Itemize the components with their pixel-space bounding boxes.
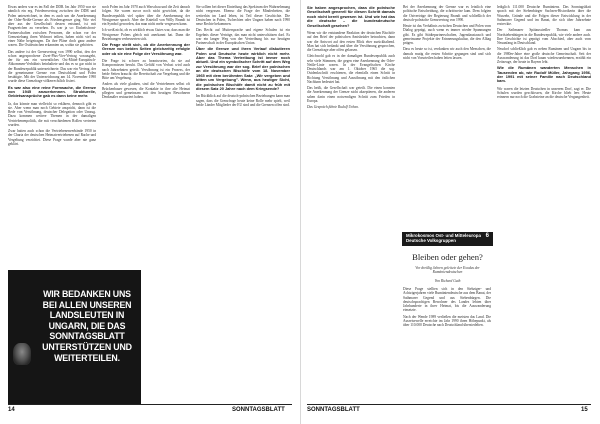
right-column-3: [497, 5, 591, 102]
paragraph: Diese Frage stellten sich in den Siebziger- und Achtzigerjahren viele Rumäniendeutsche aus dem Banat, der Sathmarer Gegend und aus Siebenbürgen. Die deutschsprachigen Bewohner des Landes lebten über Jahrhunderte in ihrer Heimat, bis die Auswanderung einsetzte.: [403, 287, 491, 313]
paragraph: noch Polen im Jahr 1970 auch Warschau und die Zeit danach folgen. Sie waren zuvor noch nicht gewichtet, da die Bundesrepublik viel später über die Anerkennung der Westgrenze sprach. Aber der Kniefall von Willy Brandt ist ein Symbol geworden, das man nicht mehr vergessen kann.: [102, 5, 190, 26]
interview-question: Sie haben angesprochen, dass die polnische Gesellschaft generell für diesen Schritt damals noch nicht bereit gewesen ist. Und wie hat das die deutsche – die bundesdeutsche Gesellschaft gesehen?: [307, 5, 395, 28]
paragraph: Der Sathmarer Spätaussiedler Thomas kam aus Nordsiebenbürgen in die Bundesrepublik, wie viele andere auch. Ihre Geschichte ist geprägt vom Abschied, aber auch vom Neuanfang in Deutschland.: [497, 28, 591, 45]
paragraph: Gleichwohl gab es in der damaligen Bundesrepublik auch sehr viele Stimmen, die gegen eine Anerkennung der Oder-Neiße-Linie waren. In der Evangelischen Kirche Deutschlands war am 1. Oktober 1965 die sog. Ostdenkschrift erschienen, die ebenfalls einen Schritt in Richtung Versöhnung und Aussöhnung mit den östlichen Nachbarn bedeutet hat.: [307, 54, 395, 84]
paragraph: Wir waren die letzten Deutschen in unserem Dorf, sagt er. Die Schulen wurden geschlossen, die Kirche blieb leer. Heute erinnern nur noch die Grabsteine an die deutsche Vergangenheit.: [497, 86, 591, 100]
paragraph: Heute ist das Verhältnis zwischen Deutschen und Polen vom Dialog geprägt, auch wenn es immer wieder Spannungen gibt. Es gibt Städtepartnerschaften, Jugendaustausch und gemeinsame Projekte der Erinnerungskultur, die den Alltag prägen.: [403, 24, 491, 45]
highlighted-quote: Wie die Rumänen wanderten Menschen in Tausenden ab, wie Rudolf Müller, Jahrgang 1956, der 1991 mit seiner Familie nach Deutschland kam.: [497, 65, 591, 84]
paragraph: Sie sollten bei dieser Einteilung das Spektrum der Wahrnehmung nicht vergessen. Ebenso die Frage der Minderheiten, die weiterhin im Land leben, ist Teil dieser Geschichte. Die Deutschen in Polen, Tschechien oder Ungarn haben nach 1990 neue Rechte bekommen.: [196, 5, 290, 26]
paragraph: Anders als viele glauben, sind die Vertriebenen selbst oft Brückenbauer gewesen, die Kontakte in ihre alte Heimat pflegten und gemeinsam mit den heutigen Bewohnern Denkmäler restauriert haben.: [102, 82, 190, 100]
right-column-1: [307, 5, 395, 111]
section-banner: [402, 232, 493, 246]
article-subtitle: Vor dreißig Jahren geleitete der Exodus der Rumäniendeutschen: [415, 266, 480, 275]
left-column-2: [102, 5, 190, 101]
paragraph: Nach der Wende 1989 verließen die meisten das Land. Die Ausreisewelle erreichte im Jahr 1990 ihren Höhepunkt, als über 110.000 Deutsche nach Deutschland übersiedelten.: [403, 314, 491, 327]
paragraph: Im Rückblick auf die deutsch-polnischen Beziehungen kann man sagen, dass die Grenzfrage heute keine Rolle mehr spielt, weil beide Länder Mitglieder der EU sind und die Grenzen offen sind.: [196, 94, 290, 107]
ad-headline: WIR BEDANKEN UNS BEI ALLEN UNSEREN LANDSLEUTEN IN UNGARN, DIE DAS SONNTAGSBLATT UNTERSTÜTZEN UND WEITERTEILEN.: [42, 289, 132, 364]
paragraph: Das Recht auf Muttersprache und eigene Schulen ist ein Ergebnis dieser Verträge, das man nicht unterschätzen darf. Es war ein langer Weg von der Vertreibung bis zur heutigen Partnerschaft in der Europäischen Union.: [196, 28, 290, 45]
article-title: Bleiben oder gehen?: [412, 252, 483, 262]
section-number: 6: [485, 233, 489, 239]
right-page: [300, 0, 600, 424]
interview-question: Über die Grenze und ihren Verlauf diskutieren Polen und Deutsche heute wirklich nicht mehr. Aber das Thema Vertreibung ist immer noch aktuell. Und ein symbolischer Schritt auf dem Weg zur Versöhnung war der sog. Brief der polnischen an die deutschen Bischöfe vom 18. November 1965 mit dem berühmten Satz: „Wir vergeben und bitten um Vergebung". Wenn, aus heutiger Sicht, die polnischen Bischöfe damit nicht zu früh mit diesem Satz 20 Jahre nach dem Kriegsende?: [196, 46, 290, 91]
section-subtitle: Deutsche Volksgruppen: [406, 238, 456, 243]
paragraph: Wenn wir die entstandene Reaktion der deutschen Bischöfe auf den Brief der polnischen Amtsbrüder betrachten, dann war die Antwort auf den ersten Blick eher zurückhaltend. Man hat sich bedankt und über die Versöhnung gesprochen, die Grenzfrage aber offen gelassen.: [307, 31, 395, 53]
paragraph: Bei der Anerkennung der Grenze war es letztlich eine politische Entscheidung, die schrittweise kam. Dem folgten die Ostverträge der Regierung Brandt und schließlich der deutsch-polnische Grenzvertrag von 1990.: [403, 5, 491, 22]
article-body: [403, 287, 491, 402]
article-author: Von Richard Guth: [434, 279, 461, 283]
footer-rule: [307, 404, 591, 405]
footer-rule: [8, 404, 292, 405]
page-number: 15: [581, 407, 588, 413]
thank-you-advertisement: [8, 270, 141, 404]
portrait-photo: [13, 343, 31, 365]
interview-question: Es war also eine reine Formsache, die Grenze von 1945 anzuerkennen. Strukturelle, Gebietsansprüche gab es dann keine mehr.: [8, 84, 96, 99]
page-number: 14: [8, 407, 15, 413]
paragraph: Das andere ist der Grenzvertrag von 1990 selbst, den der schon angesprochene Zwei-Plus-Vier-Vertrag vorausgeht, der für uns ein wesentliches Ost-Mittel-Europäisch-Abkommen-Verhältnis beinhaltete und das es so gar nicht in der Bundesrepublik unterzeichnete. Das war ein Vertrag, der die gemeinsame Grenze von Deutschland und Polen bestätigte. Mit der Unterzeichnung am 14. November 1990 wurde diese Grenzfrage völkerrechtlich fixiert.: [8, 49, 96, 84]
left-column-1: [8, 5, 96, 148]
right-column-2: [403, 5, 491, 227]
paragraph: Neudorf schließlich gab es neben Rumänen und Ungarn bis in die 1980er-Jahre eine große deutsche Gemeinschaft. Seit der Auswanderung ist das Dorf kaum wiederzuerkennen, erzählt ein Zeitzeuge, der heute in Bayern lebt.: [497, 47, 591, 64]
publication-name: SONNTAGSBLATT: [307, 407, 360, 413]
paragraph: Ich weiß nicht, ob es wirklich etwas Gutes war, dass man die Westgrenze Polens gleich mit anerkannt hat. Dann die Beziehungen verbesserten sich.: [102, 28, 190, 41]
left-column-3: [196, 5, 290, 109]
paragraph: Etwas anders war es im Fall der DDR. Im Jahr 1950 war sie nämlich ein erg. Friedensvertrag zwischen der DDR und Polen unterzeichnet, in dem es auch um die Anerkennung der Oder-Neiße-Grenze als Friedensgrenze ging. Wie viel aber aus der Gesellschaft dessen entstand, ist mit Fragezeichen zu versehen. Es war ja so: Einheitsfront-Partnerschaften zwischen Personen, die schon vor der Grenzziehung ihren Wohnort teilten, haben nicht viel zu einer Nähe beigetragen. Da ihre Pläne doch ganz andere waren. Die Ostdeutschen erkannten an, wohin sie gehörten.: [8, 5, 96, 48]
paragraph: Zwar hatten auch schon die Vertriebenenverbände 1950 in der Charta der deutschen Heimatvertriebenen auf Rache und Vergeltung verzichtet. Diese Frage wurde aber nie ganz geklärt.: [8, 129, 96, 146]
paragraph: Dass es heute so ist, verdanken wir auch den Menschen, die damals mutig die ersten Schritte gegangen sind und sich nicht von Vorurteilen haben leiten lassen.: [403, 47, 491, 60]
interview-question: Die Frage stellt sich, ob die Anerkennung der Grenze von beiden Seiten gleichzeitig erfolgte oder ob sie eine Folge der Versöhnung war.: [102, 42, 190, 56]
interview-credit: Das Gespräch führte Rudolf Urban.: [307, 105, 359, 110]
section-title: Mikrokosmos Ost- und Mitteleuropa: [406, 233, 481, 238]
paragraph: Das heißt, die Gesellschaft war geteilt. Die einen konnten die Anerkennung der Grenze nicht akzeptieren, die anderen sahen darin einen notwendigen Schritt zum Frieden in Europa.: [307, 86, 395, 103]
publication-name: SONNTAGSBLATT: [232, 407, 285, 413]
paragraph: lediglich 111.000 Deutsche Rumäniens. Das Sonntagsblatt sprach mit der Siebenbürger Sachsen-Historikerin über die Wurzeln, Gründe und die Folgen dieser Entwicklung in der Sathmarer Gegend und im Banat, die sich über Jahrzehnte erstreckte.: [497, 5, 591, 26]
paragraph: Ja, das könnte man vielleicht so erklären, dennoch gibt es sie. Aber wenn man noch Gebiete anspricht, dann ist die Rede von Versöhnung, deutscher Delegation oder Umzug. Dazu kommen weitere Themen in der damaligen Vertriebenenpolitik, die mit verschiedenen Rollen vertreten wurden.: [8, 101, 96, 127]
paragraph: Die Frage ist schwer zu beantworten, da sie auf Kompromissen beruht. Das Gefühl von Verlust wird auch nach Jahrzehnten geteilt. Versöhnung ist ein Prozess, der beide Seiten braucht: die Bereitschaft zur Vergebung und die Bitte um Vergebung.: [102, 59, 190, 81]
